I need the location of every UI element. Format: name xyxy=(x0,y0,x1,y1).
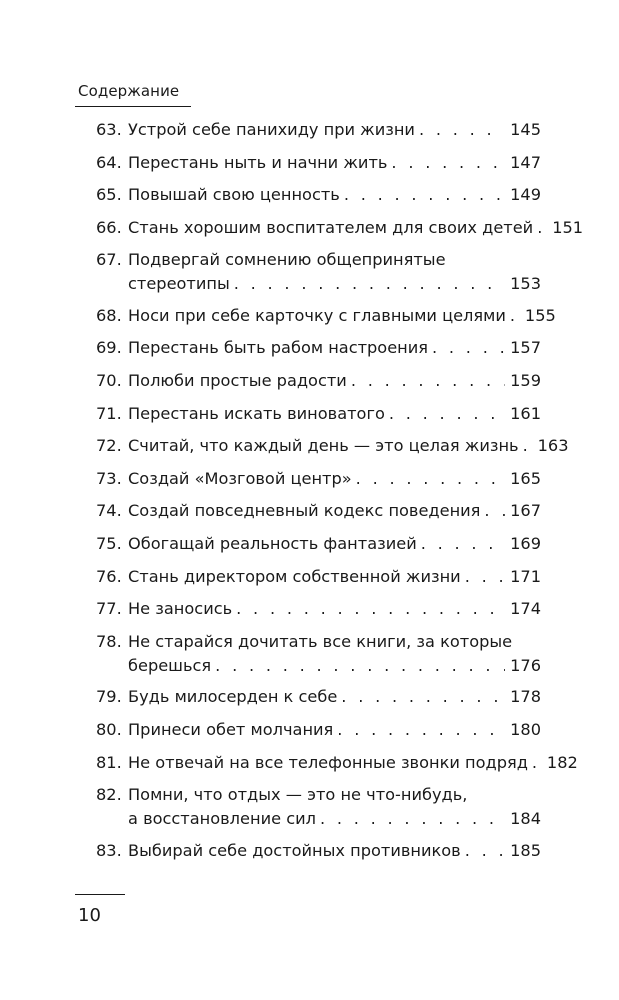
toc-entry-page: 185 xyxy=(510,840,541,860)
toc-entry-number: 78. xyxy=(96,631,122,651)
dot-leader xyxy=(215,654,505,678)
toc-entry-number: 73. xyxy=(96,468,122,488)
toc-entry-page: 159 xyxy=(510,371,541,391)
toc-entry-title: Перестань искать виноватого xyxy=(128,403,385,423)
toc-entry-number: 67. xyxy=(96,250,122,270)
toc-entry-line xyxy=(96,783,541,807)
toc-entry-title: Не старайся дочитать все книги, за которые xyxy=(128,631,513,651)
toc-entry-title: Стань директором собственной жизни xyxy=(128,566,461,586)
toc-entry-page: 182 xyxy=(546,752,578,772)
toc-entry-page: 161 xyxy=(510,403,541,423)
header-rule xyxy=(75,106,191,107)
toc-entry-page: 169 xyxy=(510,534,541,554)
toc-entry-page: 153 xyxy=(510,274,541,294)
toc-entry-title: Создай повседневный кодекс поведения xyxy=(128,501,481,521)
toc-entry xyxy=(96,151,541,184)
dot-leader xyxy=(419,118,505,142)
toc-entry-title: Стань хорошим воспитателем для своих детей xyxy=(128,217,534,237)
dot-leader xyxy=(320,807,505,831)
toc-entry-number: 76. xyxy=(96,566,122,586)
toc-entry-title: Будь милосерден к себе xyxy=(128,687,338,707)
toc-entry-page: 151 xyxy=(552,217,584,237)
table-of-contents xyxy=(96,118,584,871)
toc-entry-title: Повышай свою ценность xyxy=(128,185,340,205)
toc-entry-line xyxy=(96,751,578,775)
toc-entry-page: 167 xyxy=(510,501,541,521)
toc-entry-title: Перестань ныть и начни жить xyxy=(128,152,388,172)
dot-leader xyxy=(391,151,505,175)
toc-entry-page: 176 xyxy=(510,655,541,675)
toc-entry-line xyxy=(96,304,556,328)
toc-entry-number: 69. xyxy=(96,338,122,358)
toc-entry-line xyxy=(96,467,541,491)
toc-entry-page: 163 xyxy=(537,436,569,456)
toc-entry-page: 149 xyxy=(510,185,541,205)
toc-entry-number: 77. xyxy=(96,599,122,619)
toc-entry-line xyxy=(96,807,541,831)
toc-entry-number: 75. xyxy=(96,534,122,554)
toc-entry xyxy=(96,183,541,216)
toc-entry-line xyxy=(96,151,541,175)
toc-entry-number: 80. xyxy=(96,719,122,739)
toc-entry-title: Устрой себе панихиду при жизни xyxy=(128,120,415,139)
toc-entry-number: 64. xyxy=(96,152,122,172)
toc-entry-line xyxy=(96,685,541,709)
toc-entry-title: Принеси обет молчания xyxy=(128,719,334,739)
toc-entry-page: 171 xyxy=(510,566,541,586)
toc-entry xyxy=(96,532,541,565)
toc-entry-number: 71. xyxy=(96,403,122,423)
toc-entry xyxy=(96,248,541,304)
running-header: Содержание xyxy=(78,82,180,100)
toc-entry-page: 145 xyxy=(510,120,541,139)
toc-entry-number: 81. xyxy=(96,752,122,772)
dot-leader xyxy=(234,272,505,296)
toc-entry-page: 174 xyxy=(510,599,541,619)
dot-leader xyxy=(344,183,505,207)
toc-entry-line xyxy=(96,183,541,207)
toc-entry-line xyxy=(96,336,541,360)
toc-entry-line xyxy=(96,434,569,458)
toc-entry-number: 83. xyxy=(96,840,122,860)
toc-entry-line xyxy=(96,216,584,240)
toc-entry-page: 184 xyxy=(510,809,541,829)
toc-entry-title: Подвергай сомнению общепринятые xyxy=(128,250,446,270)
toc-entry-line xyxy=(96,248,541,272)
toc-entry-line xyxy=(96,118,541,142)
toc-entry xyxy=(96,467,541,500)
dot-leader xyxy=(432,336,505,360)
toc-entry-line xyxy=(96,839,541,863)
toc-entry-line xyxy=(96,718,541,742)
toc-entry-line xyxy=(96,630,541,654)
toc-entry-number: 79. xyxy=(96,687,122,707)
toc-entry-title: Не отвечай на все телефонные звонки подряд xyxy=(128,752,528,772)
toc-entry-title: Не заносись xyxy=(128,599,233,619)
toc-entry-line xyxy=(96,565,541,589)
toc-entry xyxy=(96,783,541,839)
toc-entry-page: 180 xyxy=(510,719,541,739)
toc-entry-line xyxy=(96,597,541,621)
toc-entry-title: берешься xyxy=(128,655,212,675)
dot-leader xyxy=(351,369,505,393)
toc-entry-title: а восстановление сил xyxy=(128,809,316,829)
toc-entry xyxy=(96,751,578,784)
toc-entry xyxy=(96,685,541,718)
toc-entry-page: 147 xyxy=(510,152,541,172)
toc-entry-page: 178 xyxy=(510,687,541,707)
page-number: 10 xyxy=(78,905,101,926)
toc-entry-page: 165 xyxy=(510,468,541,488)
toc-entry-number: 74. xyxy=(96,501,122,521)
toc-entry-line xyxy=(96,532,541,556)
toc-entry-line xyxy=(96,369,541,393)
toc-entry xyxy=(96,630,541,686)
toc-entry xyxy=(96,216,584,249)
toc-entry-number: 70. xyxy=(96,371,122,391)
toc-entry xyxy=(96,597,541,630)
dot-leader xyxy=(421,532,505,556)
dot-leader xyxy=(465,839,505,863)
toc-entry-line xyxy=(96,402,541,426)
dot-leader xyxy=(236,597,505,621)
toc-entry-title: Считай, что каждый день — это целая жизнь xyxy=(128,436,519,456)
toc-entry-title: Выбирай себе достойных противников xyxy=(128,840,461,860)
toc-entry-line xyxy=(96,654,541,678)
toc-entry-number: 65. xyxy=(96,185,122,205)
toc-entry xyxy=(96,718,541,751)
toc-entry xyxy=(96,369,541,402)
dot-leader xyxy=(341,685,505,709)
toc-entry xyxy=(96,118,541,151)
toc-entry-title: стереотипы xyxy=(128,274,230,294)
footer-rule xyxy=(75,894,125,895)
toc-entry-title: Носи при себе карточку с главными целями xyxy=(128,305,506,325)
toc-entry-number: 66. xyxy=(96,217,122,237)
toc-entry-line xyxy=(96,272,541,296)
toc-entry-line xyxy=(96,499,541,523)
toc-entry-number: 82. xyxy=(96,785,122,805)
dot-leader xyxy=(389,402,505,426)
dot-leader xyxy=(532,751,542,775)
toc-entry-page: 155 xyxy=(524,305,556,325)
toc-entry-title: Обогащай реальность фантазией xyxy=(128,534,417,554)
dot-leader xyxy=(537,216,547,240)
toc-entry-number: 72. xyxy=(96,436,122,456)
dot-leader xyxy=(465,565,505,589)
toc-entry-number: 68. xyxy=(96,305,122,325)
toc-entry xyxy=(96,336,541,369)
toc-entry xyxy=(96,304,556,337)
toc-entry-title: Перестань быть рабом настроения xyxy=(128,338,429,358)
toc-entry-number: 63. xyxy=(96,120,122,139)
dot-leader xyxy=(510,304,520,328)
toc-entry xyxy=(96,839,541,872)
toc-entry xyxy=(96,565,541,598)
dot-leader xyxy=(523,434,533,458)
toc-entry xyxy=(96,499,541,532)
dot-leader xyxy=(356,467,505,491)
toc-entry-page: 157 xyxy=(510,338,541,358)
toc-entry-title: Создай «Мозговой центр» xyxy=(128,468,352,488)
toc-entry-title: Полюби простые радости xyxy=(128,371,347,391)
toc-entry xyxy=(96,402,541,435)
toc-entry xyxy=(96,434,569,467)
dot-leader xyxy=(337,718,505,742)
toc-entry-title: Помни, что отдых — это не что-нибудь, xyxy=(128,785,468,805)
dot-leader xyxy=(484,499,505,523)
